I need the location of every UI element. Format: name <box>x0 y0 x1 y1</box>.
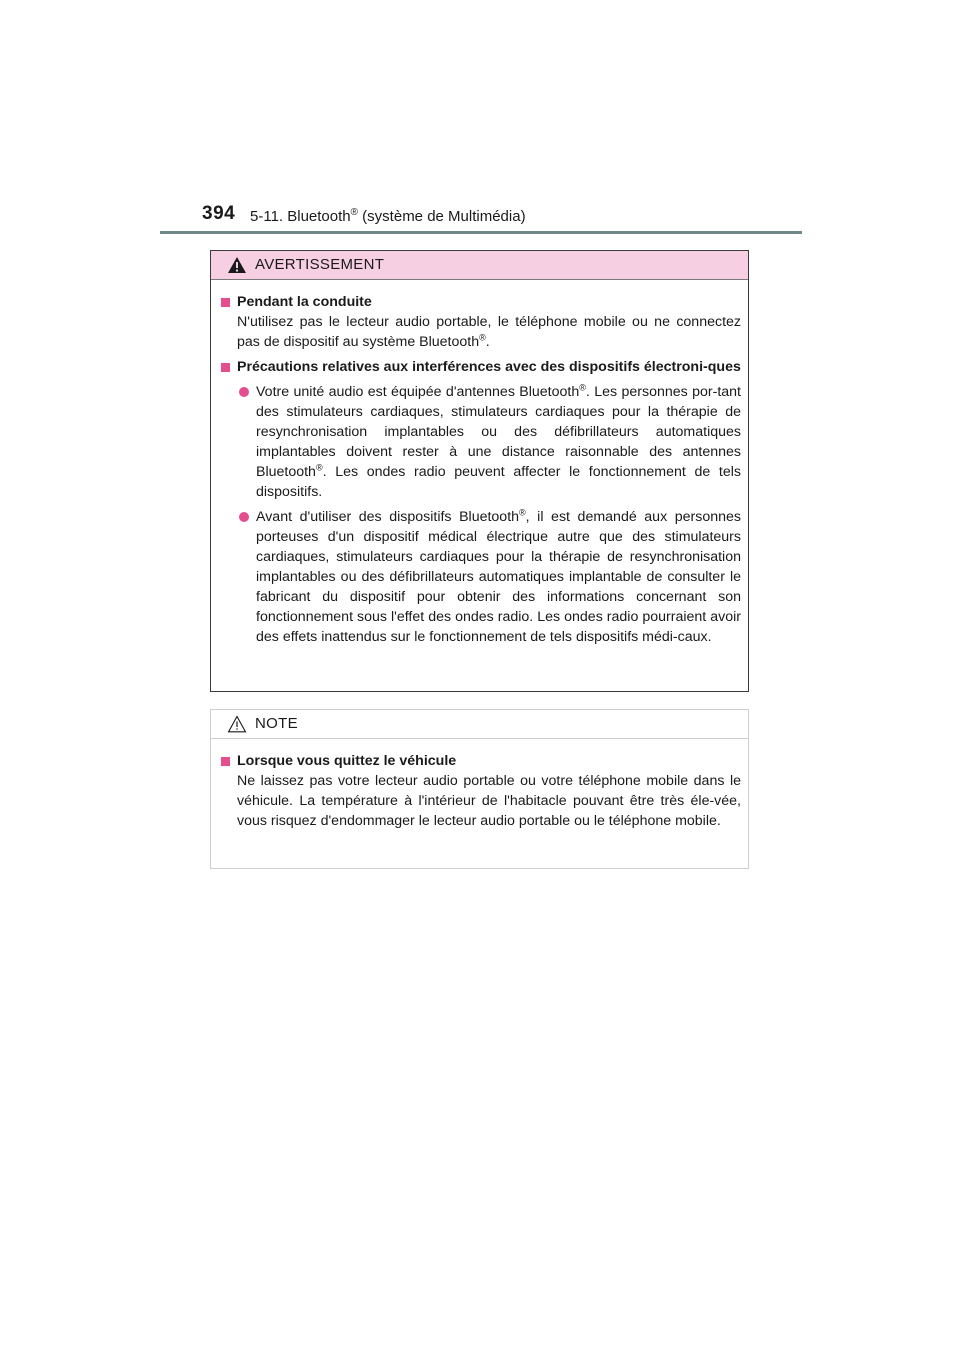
bullet-text-part: Votre unité audio est équipée d'antennes Bluetooth <box>256 384 580 400</box>
warning-item-title: Précautions relatives aux interférences avec des dispositifs électroni-ques <box>237 359 741 375</box>
page-header <box>160 203 802 235</box>
warning-box-header <box>211 251 748 280</box>
warning-item <box>218 292 741 352</box>
warning-item <box>218 357 741 647</box>
registered-mark: ® <box>315 462 323 473</box>
note-box-header <box>211 710 748 739</box>
bullet-text-part: . Les personnes por-tant des stimulateurs cardiaques, stimulateurs cardiaques pour la thérapie de resynchronisation implantables ou des défibrillateurs automatiques implantables doivent rester à une distance raisonnable des antennes Bluetooth <box>256 384 741 480</box>
section-title-suffix: (système de Multimédia) <box>358 208 526 225</box>
warning-label: AVERTISSEMENT <box>255 256 385 273</box>
section-title <box>250 207 526 225</box>
square-bullet-icon <box>221 298 230 307</box>
bullet-text-part: . Les ondes radio peuvent affecter le fonctionnement de tels dispositifs. <box>256 464 741 500</box>
header-divider <box>160 231 802 234</box>
warning-content <box>211 280 748 647</box>
page-number: 394 <box>202 203 236 224</box>
note-content <box>211 739 748 831</box>
registered-mark: ® <box>519 507 526 518</box>
square-bullet-icon <box>221 757 230 766</box>
caution-outline-triangle-icon <box>227 715 247 733</box>
note-item <box>218 751 741 831</box>
round-bullet-icon <box>239 387 249 397</box>
square-bullet-icon <box>221 363 230 372</box>
warning-item-text-part: N'utilisez pas le lecteur audio portable, le téléphone mobile ou ne connectez pas de dispositif au système Bluetooth <box>237 314 741 350</box>
note-label: NOTE <box>255 715 298 732</box>
bullet-text-part: , il est demandé aux personnes porteuses d'un dispositif médical électrique autre que des stimulateurs cardiaques, stimulateurs cardiaques pour la thérapie de resynchronisation implantables ou des défibrillateurs automatiques implantable de consulter le fabricant du dispositif pour obtenir des informations concernant son fonctionnement sous l'effet des ondes radio. Les ondes radio pourraient avoir des effets inattendus sur le fonctionnement de tels dispositifs médi-caux. <box>256 509 741 645</box>
note-item-title: Lorsque vous quittez le véhicule <box>237 753 457 769</box>
warning-item-text-part: . <box>485 334 490 350</box>
section-title-prefix: 5-11. Bluetooth <box>250 208 351 225</box>
registered-mark: ® <box>350 207 359 218</box>
warning-item-text <box>237 312 741 352</box>
registered-mark: ® <box>579 382 586 393</box>
registered-mark: ® <box>479 332 486 343</box>
round-bullet-icon <box>239 512 249 522</box>
warning-box <box>210 250 749 692</box>
bullet-paragraph <box>237 382 741 502</box>
bullet-paragraph <box>237 507 741 647</box>
note-item-text: Ne laissez pas votre lecteur audio portable ou votre téléphone mobile dans le véhicule. La température à l'intérieur de l'habitacle pouvant être très éle-vée, vous risquez d'endommager le lecteur audio portable ou le téléphone mobile. <box>237 773 741 829</box>
warning-triangle-icon <box>227 256 247 274</box>
bullet-text-part: Avant d'utiliser des dispositifs Bluetooth <box>256 509 520 525</box>
note-box <box>210 709 749 869</box>
warning-item-title: Pendant la conduite <box>237 294 372 310</box>
